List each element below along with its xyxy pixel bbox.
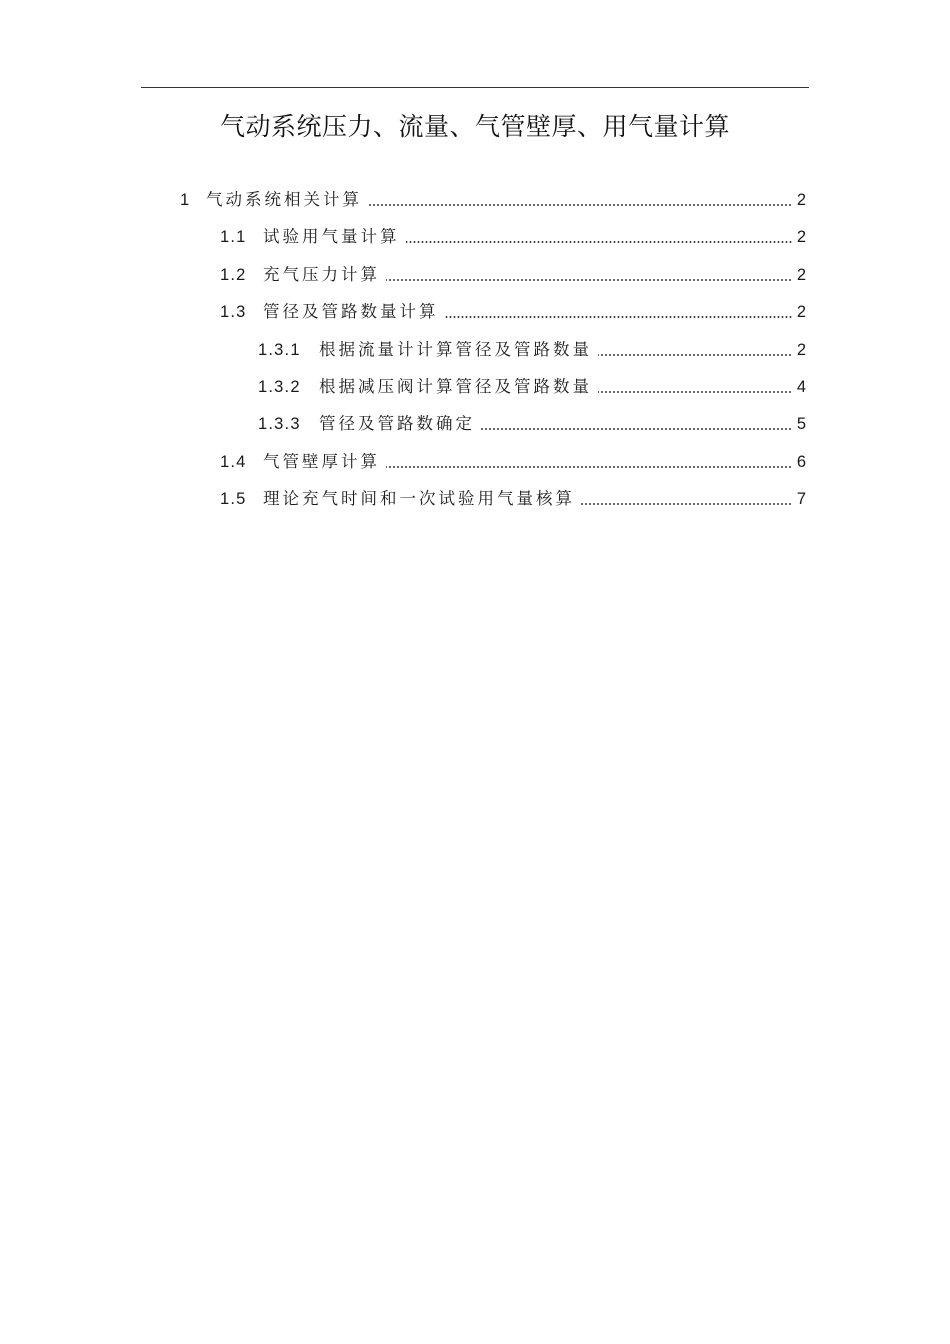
toc-entry-number: 1.3 bbox=[220, 303, 247, 322]
toc-entry[interactable] bbox=[220, 438, 806, 474]
toc-entry[interactable] bbox=[220, 475, 806, 511]
toc-entry-number: 1.3.3 bbox=[258, 415, 301, 434]
toc-entry-page-number: 2 bbox=[796, 265, 806, 284]
toc-entry-page-number: 2 bbox=[796, 303, 806, 322]
toc-dot-leader bbox=[598, 354, 792, 356]
toc-entry-number: 1.4 bbox=[220, 452, 247, 471]
toc-entry-title: 根据流量计计算管径及管路数量 bbox=[319, 339, 592, 359]
header-rule bbox=[141, 87, 809, 88]
toc-entry-page-number: 2 bbox=[796, 228, 806, 247]
toc-entry-page-number: 5 bbox=[796, 415, 806, 434]
toc-entry-title: 试验用气量计算 bbox=[263, 227, 400, 247]
toc-entry-title: 根据减压阀计算管径及管路数量 bbox=[319, 377, 592, 396]
toc-entry-number: 1 bbox=[180, 191, 191, 209]
toc-entry-title: 管径及管路数量计算 bbox=[263, 302, 439, 322]
toc-entry[interactable] bbox=[258, 363, 806, 399]
toc-entry-page-number: 4 bbox=[796, 378, 806, 396]
toc-entry[interactable] bbox=[220, 288, 806, 324]
toc-dot-leader bbox=[481, 428, 792, 430]
toc-entry-title: 充气压力计算 bbox=[263, 264, 380, 284]
toc-entry-title: 管径及管路数确定 bbox=[319, 414, 475, 434]
toc-entry-page-number: 2 bbox=[796, 340, 806, 359]
toc-entry-title: 气动系统相关计算 bbox=[206, 190, 362, 209]
toc-entry[interactable] bbox=[258, 326, 806, 362]
toc-entry[interactable] bbox=[220, 251, 806, 287]
toc-entry-page-number: 7 bbox=[796, 490, 806, 509]
toc-entry-number: 1.5 bbox=[220, 490, 247, 509]
document-title: 气动系统压力、流量、气管壁厚、用气量计算 bbox=[219, 112, 730, 141]
toc-dot-leader bbox=[598, 391, 792, 393]
toc-entry-number: 1.3.1 bbox=[258, 340, 301, 359]
toc-entry-title: 理论充气时间和一次试验用气量核算 bbox=[263, 489, 575, 509]
toc-entry-number: 1.1 bbox=[220, 228, 247, 247]
toc-dot-leader bbox=[406, 241, 793, 243]
toc-dot-leader bbox=[386, 279, 792, 281]
toc-entry-page-number: 2 bbox=[796, 191, 806, 209]
toc-entry[interactable] bbox=[258, 400, 806, 436]
toc-entry-number: 1.2 bbox=[220, 265, 247, 284]
toc-entry-page-number: 6 bbox=[796, 452, 806, 471]
toc-dot-leader bbox=[445, 316, 793, 318]
toc-dot-leader bbox=[386, 466, 792, 468]
toc-entry[interactable] bbox=[180, 176, 806, 212]
toc-dot-leader bbox=[368, 204, 792, 206]
toc-entry-number: 1.3.2 bbox=[258, 378, 301, 396]
toc-dot-leader bbox=[581, 503, 792, 505]
toc-entry[interactable] bbox=[220, 213, 806, 249]
toc-entry-title: 气管壁厚计算 bbox=[263, 451, 380, 471]
